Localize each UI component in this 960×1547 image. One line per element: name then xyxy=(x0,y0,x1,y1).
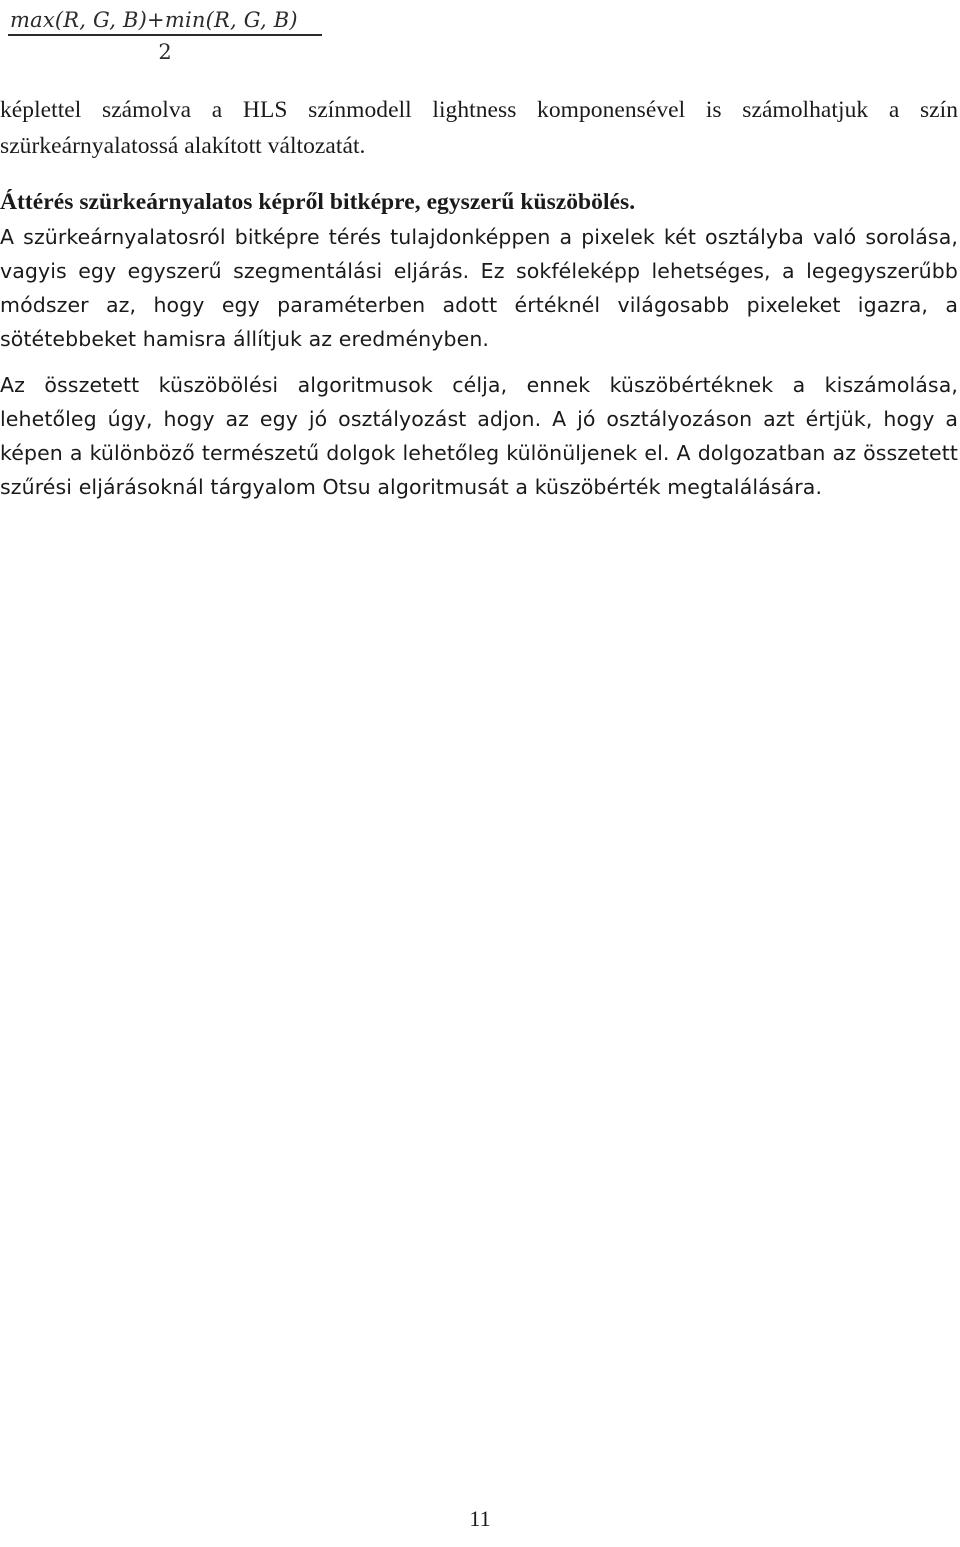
complex-thresholding-paragraph: Az összetett küszöbölési algoritmusok célja, ennek küszöbértéknek a kiszámolása, lehetőleg úgy, hogy az egy jó osztályozást adjon. A jó osztályozáson azt értjük, hogy a képen a különböző természetű dolgok lehetőleg különüljenek el. A dolgozatban az összetett szűrési eljárásoknál tárgyalom Otsu algoritmusát a küszöbérték megtalálására. xyxy=(0,373,958,499)
intro-paragraph: képlettel számolva a HLS színmodell lightness komponensével is számolhatjuk a szín szürkeárnyalatossá alakított változatát. xyxy=(0,97,958,159)
section-heading: Áttérés szürkeárnyalatos képről bitképre, egyszerű küszöbölés. xyxy=(0,189,636,215)
formula-denominator: 2 xyxy=(158,40,172,64)
document-body xyxy=(0,92,958,504)
lightness-formula xyxy=(8,8,322,64)
page-number: 11 xyxy=(469,1506,491,1531)
thresholding-paragraph: A szürkeárnyalatosról bitképre térés tulajdonképpen a pixelek két osztályba való sorolása, vagyis egy egyszerű szegmentálási eljárás. Ez sokféleképp lehetséges, a legegyszerűbb módszer az, hogy egy paraméterben adott értéknél világosabb pixeleket igazra, a sötétebbeket hamisra állítjuk az eredményben. xyxy=(0,225,958,351)
formula-numerator: max(R, G, B)+min(R, G, B) xyxy=(10,8,298,32)
